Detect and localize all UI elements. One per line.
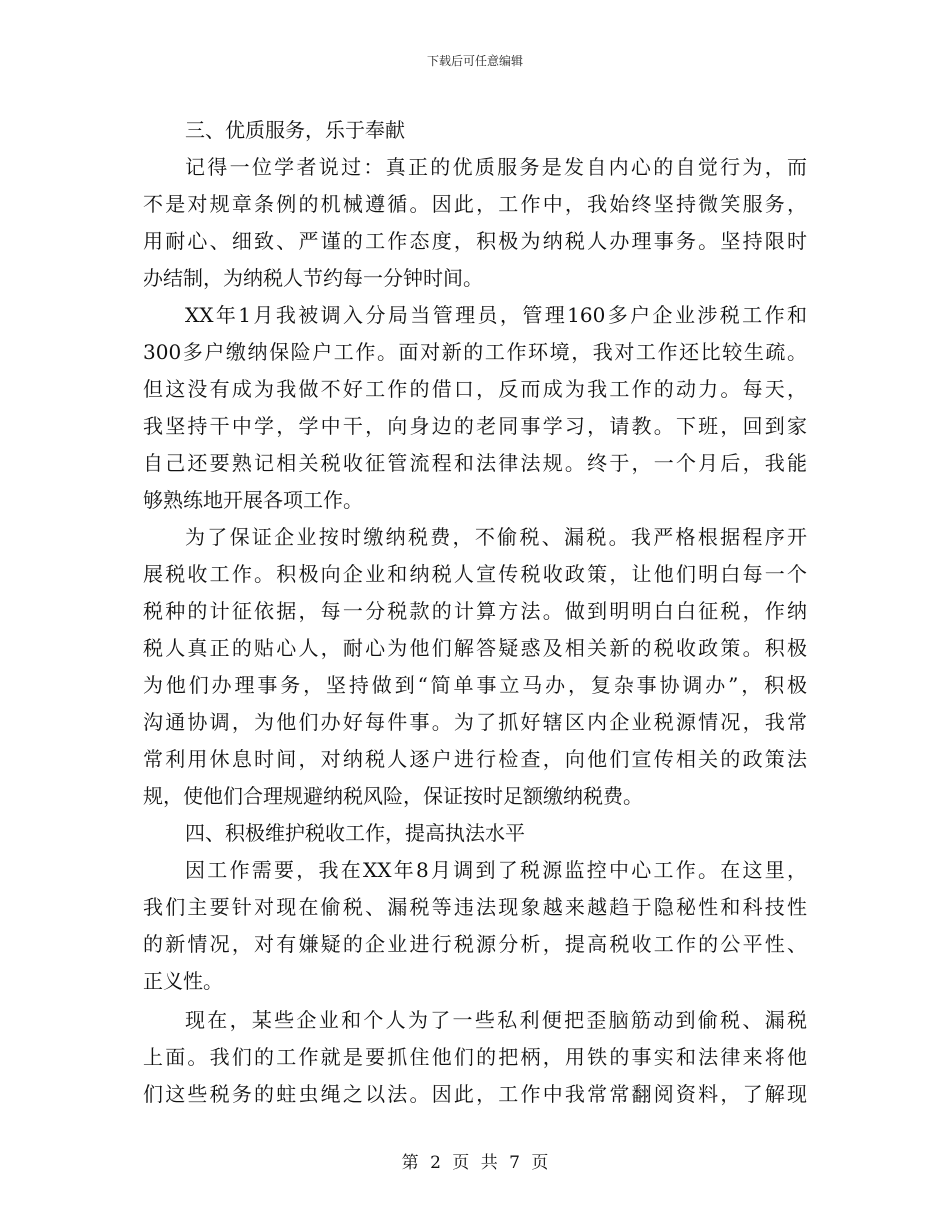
text-line: 用耐心、细致、严谨的工作态度，积极为纳税人办理事务。坚持限时	[143, 229, 807, 253]
text-line: 自己还要熟记相关税收征管流程和法律法规。终于，一个月后，我能	[143, 451, 807, 475]
text-line: 因工作需要，我在XX年8月调到了税源监控中心工作。在这里，	[185, 858, 807, 882]
text-line: XX年1月我被调入分局当管理员，管理160多户企业涉税工作和	[185, 303, 807, 327]
text-line: 的新情况，对有嫌疑的企业进行税源分析，提高税收工作的公平性、	[143, 932, 807, 956]
text-line: 记得一位学者说过：真正的优质服务是发自内心的自觉行为，而	[185, 155, 807, 179]
text-line: 常利用休息时间，对纳税人逐户进行检查，向他们宣传相关的政策法	[143, 747, 807, 771]
section-heading-4: 四、积极维护税收工作，提高执法水平	[185, 821, 525, 845]
text-line: 办结制，为纳税人节约每一分钟时间。	[143, 266, 483, 290]
page-header: 下载后可任意编辑	[426, 54, 523, 68]
text-line: 税种的计征依据，每一分税款的计算方法。做到明明白白征税，作纳	[143, 599, 807, 623]
text-line: 现在，某些企业和个人为了一些私利便把歪脑筋动到偷税、漏税	[185, 1008, 807, 1032]
text-line: 300多户缴纳保险户工作。面对新的工作环境，我对工作还比较生疏。	[143, 340, 807, 364]
text-line: 但这没有成为我做不好工作的借口，反而成为我工作的动力。每天，	[143, 377, 807, 401]
page-footer: 第 2 页 共 7 页	[401, 1153, 549, 1173]
text-line: 不是对规章条例的机械遵循。因此，工作中，我始终坚持微笑服务，	[143, 192, 807, 216]
text-line: 们这些税务的蛀虫绳之以法。因此，工作中我常常翻阅资料，了解现	[143, 1082, 807, 1106]
text-line: 为了保证企业按时缴纳税费，不偷税、漏税。我严格根据程序开	[185, 525, 807, 549]
section-heading-3: 三、优质服务，乐于奉献	[185, 118, 405, 142]
text-line: 正义性。	[143, 969, 223, 993]
text-line: 规，使他们合理规避纳税风险，保证按时足额缴纳税费。	[143, 784, 643, 808]
text-line: 够熟练地开展各项工作。	[143, 488, 363, 512]
text-line: 展税收工作。积极向企业和纳税人宣传税收政策，让他们明白每一个	[143, 562, 807, 586]
text-line: 税人真正的贴心人，耐心为他们解答疑惑及相关新的税收政策。积极	[143, 636, 807, 660]
text-line: 为他们办理事务，坚持做到“简单事立马办，复杂事协调办”，积极	[143, 673, 807, 697]
text-line: 我们主要针对现在偷税、漏税等违法现象越来越趋于隐秘性和科技性	[143, 895, 807, 919]
text-line: 上面。我们的工作就是要抓住他们的把柄，用铁的事实和法律来将他	[143, 1045, 807, 1069]
text-line: 沟通协调，为他们办好每件事。为了抓好辖区内企业税源情况，我常	[143, 710, 807, 734]
text-line: 我坚持干中学，学中干，向身边的老同事学习，请教。下班，回到家	[143, 414, 807, 438]
